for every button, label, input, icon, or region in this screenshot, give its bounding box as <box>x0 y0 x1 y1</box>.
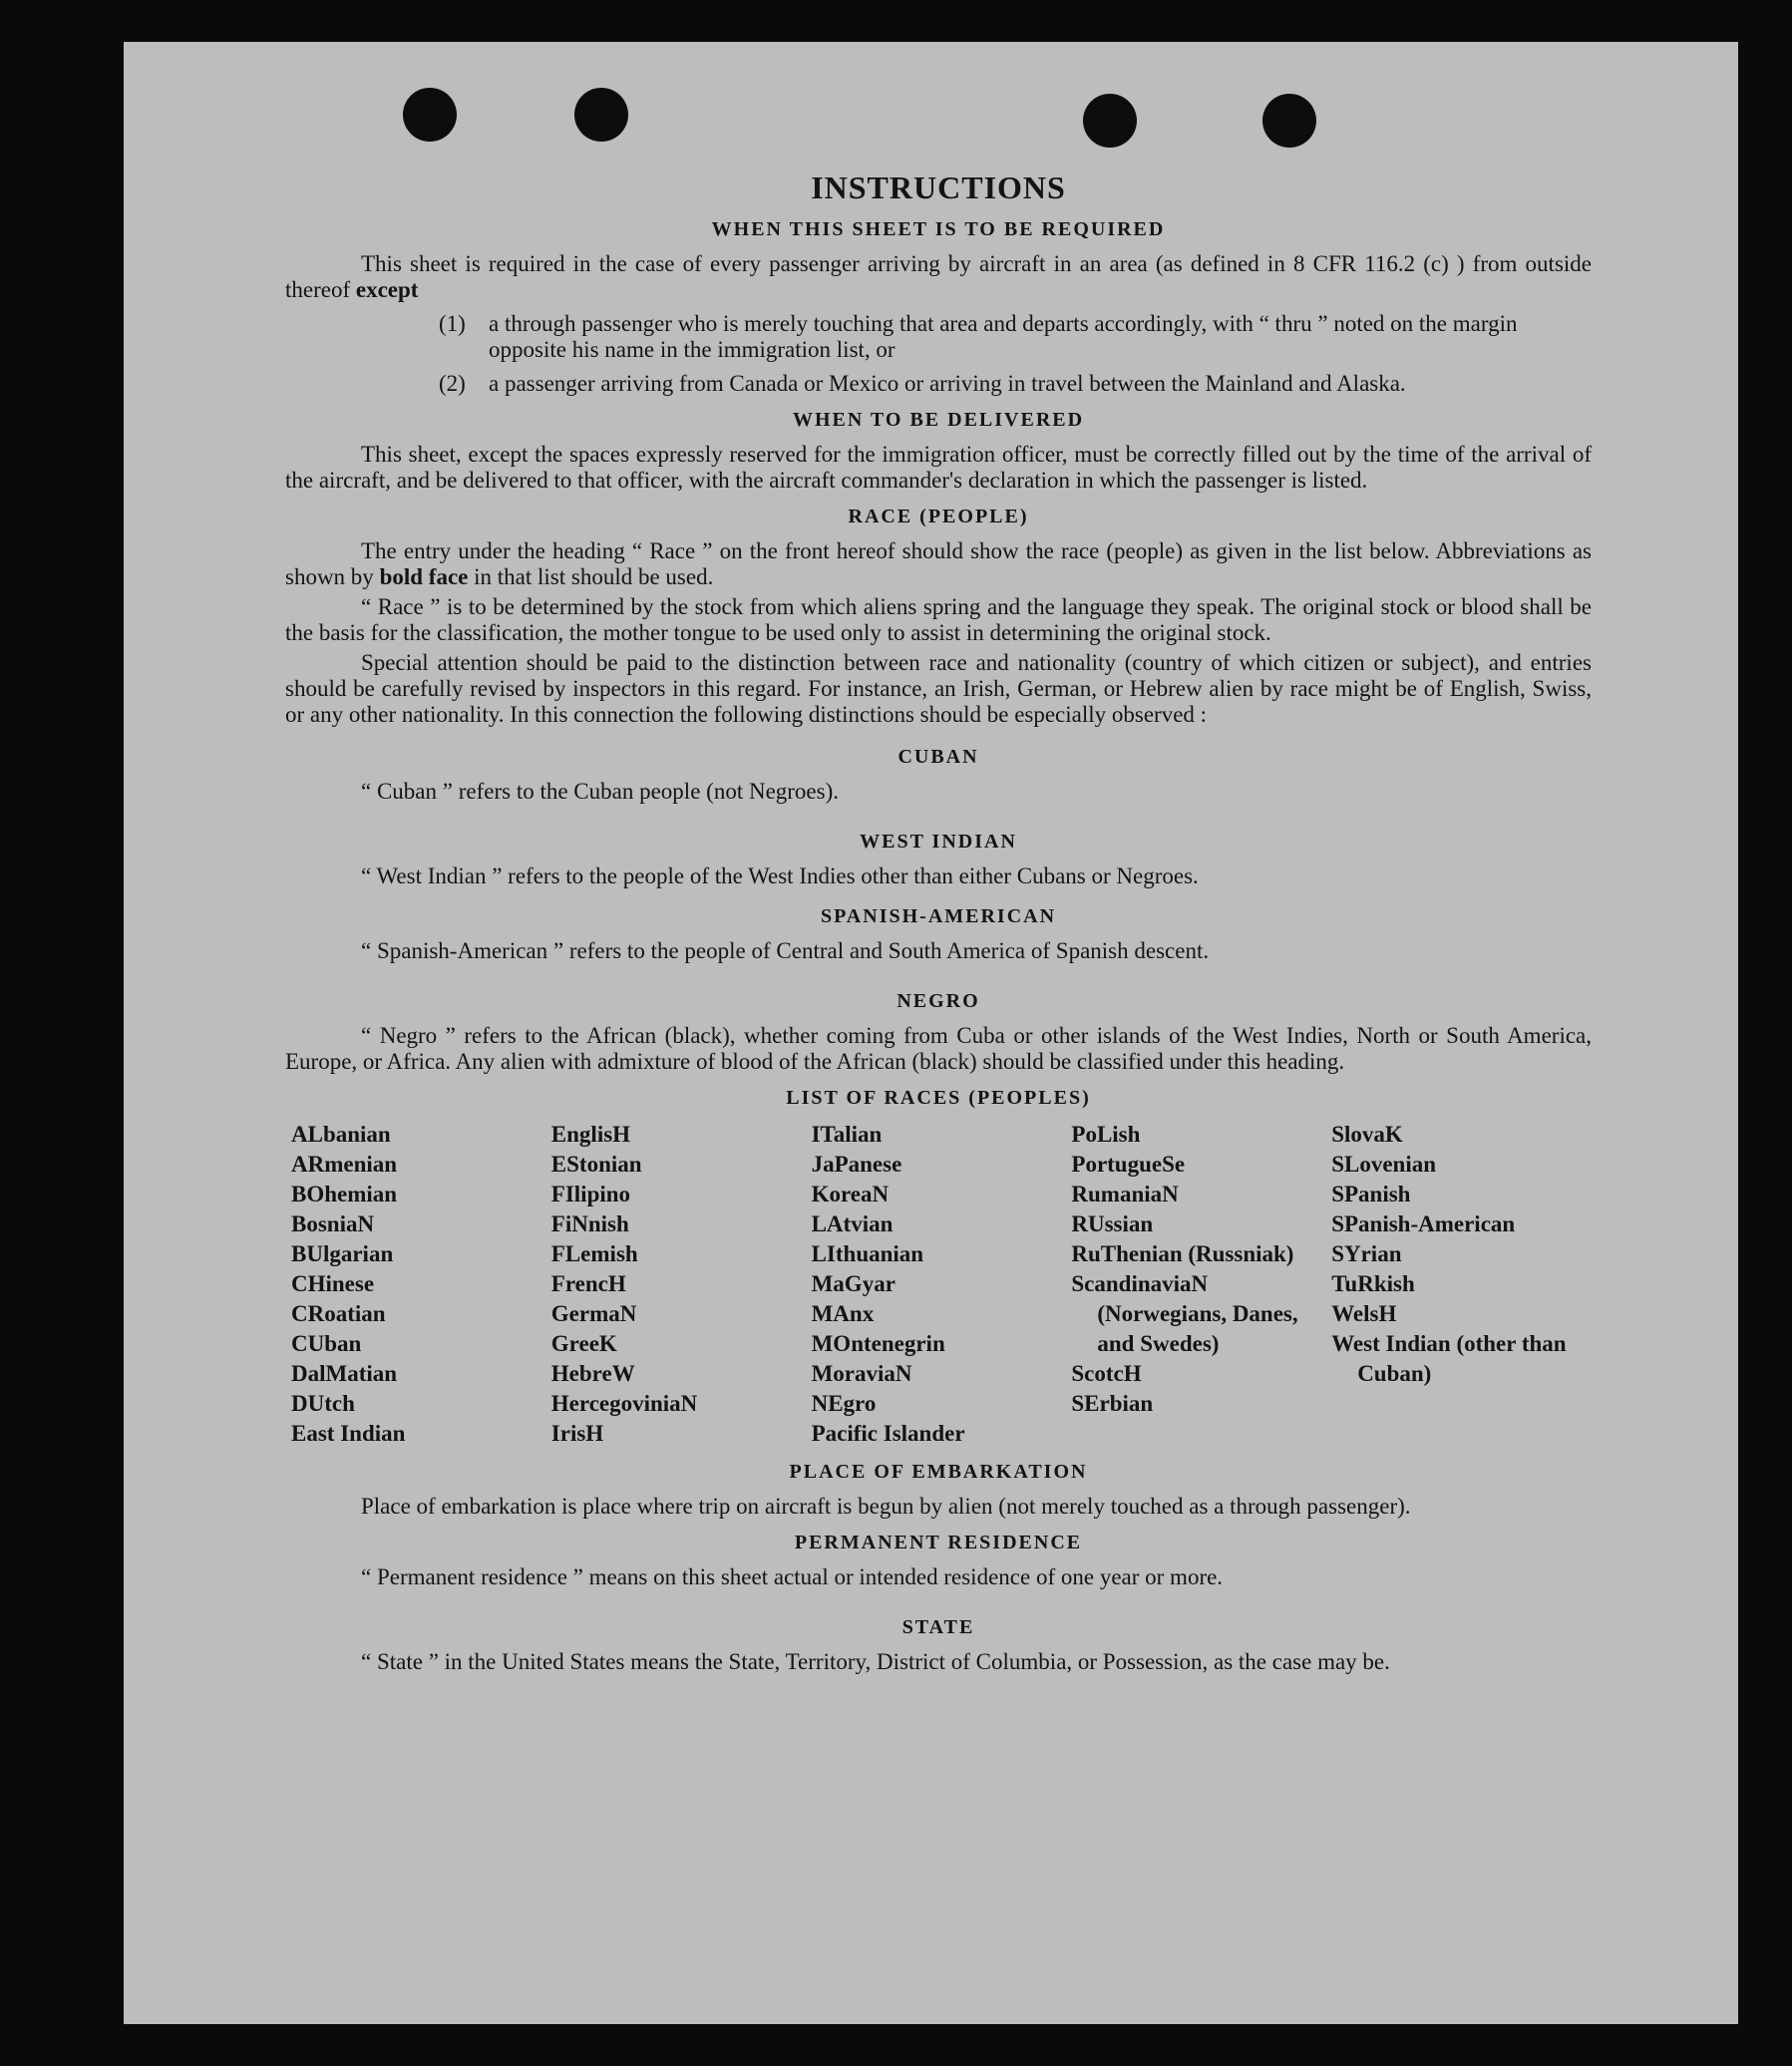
race-column <box>551 1120 812 1449</box>
paragraph: “ West Indian ” refers to the people of the West Indies other than either Cubans or Negroes. <box>361 863 1199 888</box>
paragraph: “ Negro ” refers to the African (black), whether coming from Cuba or other islands of the West Indies, North or South America, Europe, or Africa. Any alien with admixture of blood of the African (black) should be classified under this heading. <box>285 1023 1592 1074</box>
punch-hole <box>1083 94 1137 148</box>
list-item: (2) a passenger arriving from Canada or Mexico or arriving in travel between the Mainland and Alaska. <box>439 371 1406 396</box>
race-entry: SLovenian <box>1331 1152 1437 1177</box>
race-entry: NEgro <box>811 1391 877 1416</box>
race-entry: East Indian <box>291 1421 406 1446</box>
race-entry: BOhemian <box>291 1182 398 1206</box>
race-entry: IrisH <box>550 1421 604 1446</box>
race-entry: CUban <box>291 1331 362 1356</box>
race-entry: FLemish <box>550 1241 638 1266</box>
race-entry: MoraviaN <box>811 1361 912 1386</box>
race-entry: ARmenian <box>291 1152 398 1177</box>
race-entry: DUtch <box>291 1391 355 1416</box>
race-entry: ScotcH <box>1071 1361 1142 1386</box>
race-entry: GermaN <box>550 1301 637 1326</box>
exception-list <box>439 311 1592 397</box>
race-entry: GreeK <box>550 1331 617 1356</box>
race-entry: PortugueSe <box>1071 1152 1186 1177</box>
race-entry: MaGyar <box>811 1271 896 1296</box>
section-heading: CUBAN <box>897 746 979 768</box>
race-entry: HebreW <box>550 1361 635 1386</box>
race-entry: ALbanian <box>291 1122 391 1147</box>
section-heading: NEGRO <box>896 990 980 1012</box>
paragraph: “ State ” in the United States means the State, Territory, District of Columbia, or Possession, as the case may be. <box>361 1649 1390 1674</box>
race-entry: MOntenegrin <box>811 1331 945 1356</box>
race-entry: ITalian <box>811 1122 883 1147</box>
race-column <box>1331 1120 1592 1449</box>
race-entry: RuThenian (Russniak) <box>1071 1241 1294 1266</box>
race-entry: BUlgarian <box>291 1241 394 1266</box>
race-entry: ScandinaviaN (Norwegians, Danes, and Swedes) <box>1071 1271 1298 1356</box>
section-heading: LIST OF RACES (PEOPLES) <box>786 1087 1091 1109</box>
race-entry: TuRkish <box>1331 1271 1415 1296</box>
race-entry: CHinese <box>291 1271 375 1296</box>
punch-hole <box>1262 94 1316 148</box>
race-entry: SPanish-American <box>1331 1211 1516 1236</box>
race-entry: JaPanese <box>811 1152 902 1177</box>
page-title: INSTRUCTIONS <box>811 170 1066 205</box>
section-heading: RACE (PEOPLE) <box>848 506 1029 527</box>
race-entry: EStonian <box>550 1152 642 1177</box>
race-entry: LIthuanian <box>811 1241 924 1266</box>
race-entry: SlovaK <box>1331 1122 1403 1147</box>
race-entry: EnglisH <box>550 1122 631 1147</box>
race-entry: BosniaN <box>291 1211 375 1236</box>
race-column <box>291 1120 551 1449</box>
section-heading: WEST INDIAN <box>860 831 1017 853</box>
punch-hole <box>574 88 628 142</box>
race-list <box>291 1120 1592 1449</box>
paragraph: “ Spanish-American ” refers to the people of Central and South America of Spanish descent. <box>361 938 1210 963</box>
race-entry: CRoatian <box>291 1301 386 1326</box>
race-entry: FrencH <box>550 1271 626 1296</box>
race-entry: PoLish <box>1071 1122 1141 1147</box>
race-entry: SErbian <box>1071 1391 1154 1416</box>
race-entry: RumaniaN <box>1071 1182 1179 1206</box>
race-entry: SYrian <box>1331 1241 1402 1266</box>
race-entry: MAnx <box>811 1301 875 1326</box>
paragraph: Special attention should be paid to the distinction between race and nationality (country of which citizen or subject), and entries should be carefully revised by inspectors in this regard. For instance, an Irish, German, or Hebrew alien by race might be of English, Swiss, or any other nationality. In this connection the following distinctions should be especially observed : <box>285 650 1592 727</box>
paragraph: “ Cuban ” refers to the Cuban people (not Negroes). <box>361 779 840 804</box>
paragraph: Place of embarkation is place where trip on aircraft is begun by alien (not merely touched as a through passenger). <box>361 1494 1411 1519</box>
race-entry: LAtvian <box>811 1211 894 1236</box>
race-entry: KoreaN <box>811 1182 890 1206</box>
section-heading: PERMANENT RESIDENCE <box>794 1532 1083 1553</box>
punch-hole <box>403 88 457 142</box>
section-heading: SPANISH-AMERICAN <box>820 905 1057 927</box>
paragraph: “ Race ” is to be determined by the stock from which aliens spring and the language they speak. The original stock or blood shall be the basis for the classification, the mother tongue to be used only to assist in determining the original stock. <box>285 594 1592 645</box>
race-entry: Pacific Islander <box>811 1421 965 1446</box>
race-entry: HercegoviniaN <box>550 1391 698 1416</box>
paragraph: “ Permanent residence ” means on this sheet actual or intended residence of one year or more. <box>361 1564 1224 1589</box>
race-entry: RUssian <box>1071 1211 1154 1236</box>
race-column <box>812 1120 1072 1449</box>
list-item: (1) a through passenger who is merely touching that area and departs accordingly, with “ thru ” noted on the margin opposite his name in the immigration list, or <box>439 311 1518 362</box>
race-entry: SPanish <box>1331 1182 1411 1206</box>
paragraph: The entry under the heading “ Race ” on the front hereof should show the race (people) as given in the list below. Abbreviations as shown by bold face in that list should be used. <box>285 538 1592 589</box>
race-entry: WelsH <box>1331 1301 1397 1326</box>
instructions-content <box>285 170 1592 1675</box>
race-entry: West Indian (other than Cuban) <box>1331 1331 1567 1386</box>
race-entry: FIlipino <box>550 1182 631 1206</box>
section-heading: PLACE OF EMBARKATION <box>789 1461 1088 1483</box>
paragraph: This sheet, except the spaces expressly reserved for the immigration officer, must be correctly filled out by the time of the arrival of the aircraft, and be delivered to that officer, with the aircraft commander's declaration in which the passenger is listed. <box>285 442 1592 493</box>
race-column <box>1071 1120 1331 1449</box>
section-heading: STATE <box>901 1616 975 1638</box>
race-entry: FiNnish <box>550 1211 629 1236</box>
section-heading: WHEN THIS SHEET IS TO BE REQUIRED <box>711 218 1166 240</box>
section-heading: WHEN TO BE DELIVERED <box>792 409 1085 431</box>
race-entry: DalMatian <box>291 1361 398 1386</box>
paragraph: This sheet is required in the case of every passenger arriving by aircraft in an area (as defined in 8 CFR 116.2 (c) ) from outside thereof except <box>285 251 1592 302</box>
